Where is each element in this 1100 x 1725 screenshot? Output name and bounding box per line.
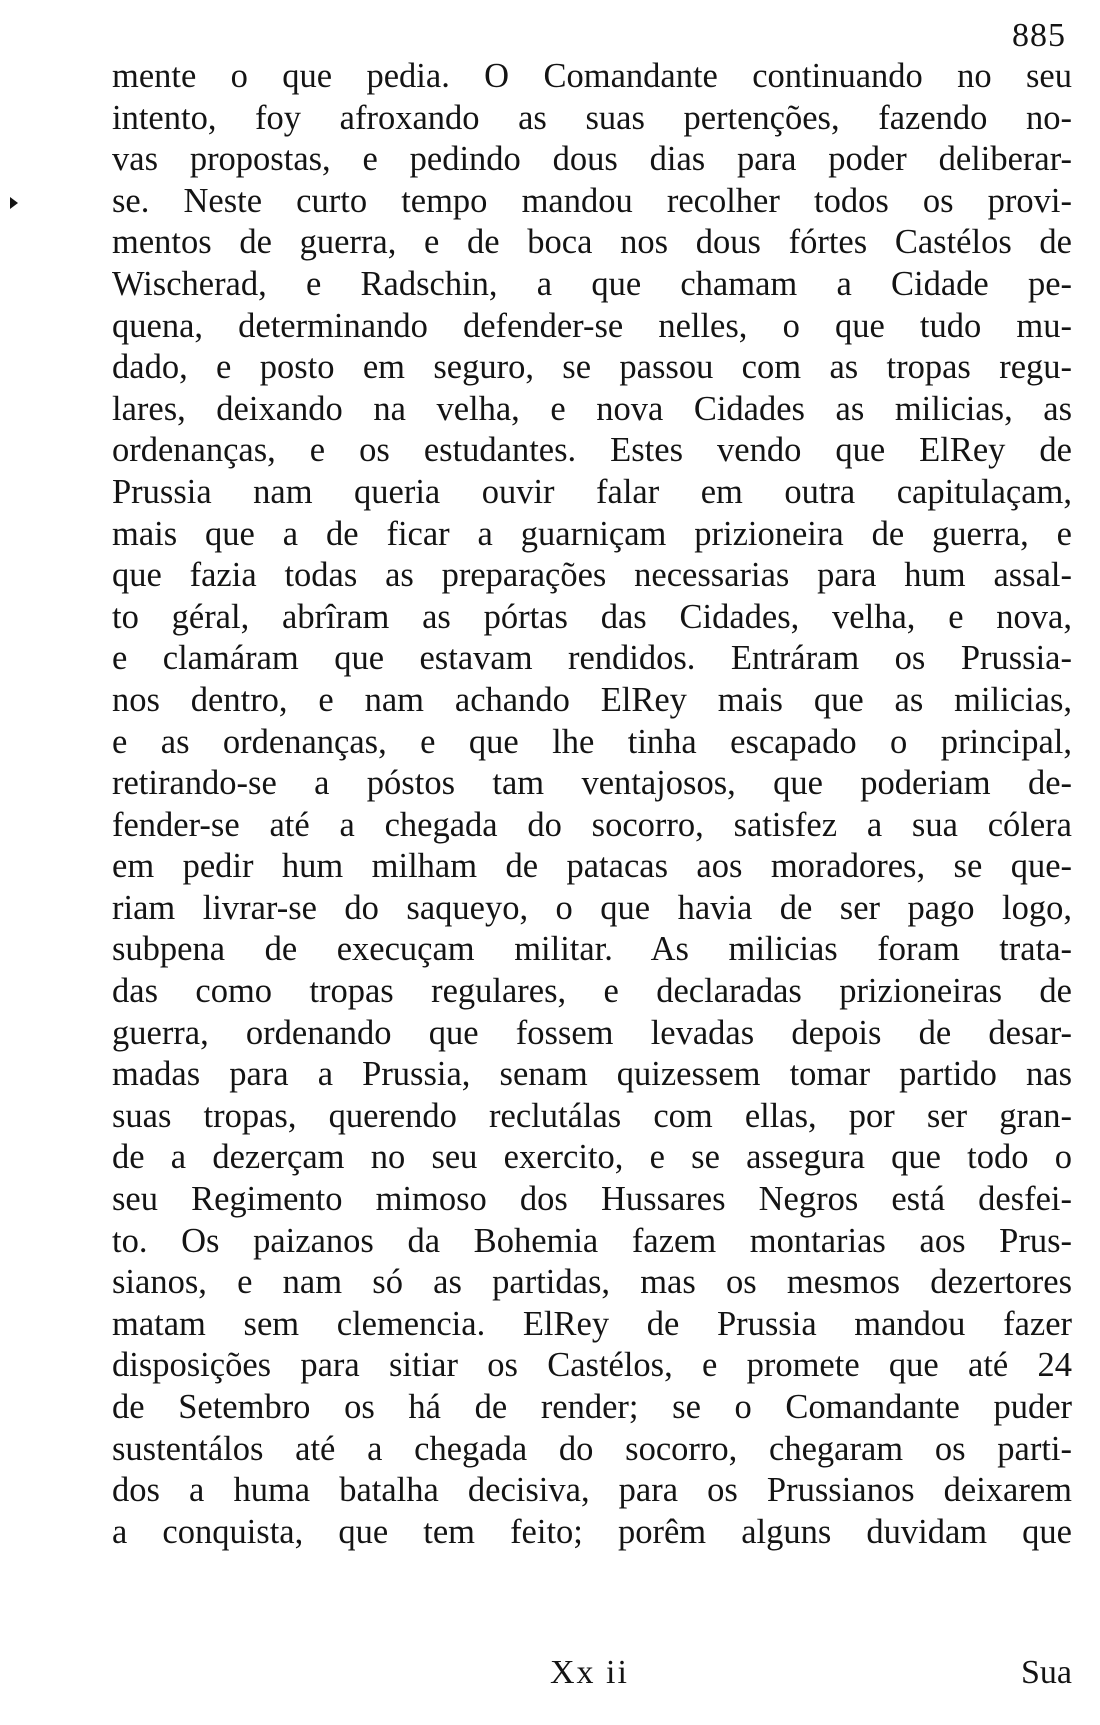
text-line: seu Regimento mimoso dos Hussares Negros está desfei-: [112, 1180, 1072, 1219]
text-line: mentos de guerra, e de boca nos dous fórtes Castélos de: [112, 223, 1072, 262]
text-line: quena, determinando defender-se nelles, o que tudo mu-: [112, 306, 1072, 345]
text-line: intento, foy afroxando as suas pertenções, fazendo no-: [112, 98, 1072, 137]
text-line: dos a huma batalha decisiva, para os Prussianos deixarem: [112, 1471, 1072, 1510]
text-line: sustentálos até a chegada do socorro, chegaram os parti-: [112, 1429, 1072, 1468]
text-line: a conquista, que tem feito; porêm alguns duvidam que: [112, 1512, 1072, 1551]
text-line: riam livrar-se do saqueyo, o que havia de ser pago logo,: [112, 888, 1072, 927]
text-line: to géral, abrîram as pórtas das Cidades, velha, e nova,: [112, 597, 1072, 636]
text-line: suas tropas, querendo reclutálas com ellas, por ser gran-: [112, 1096, 1072, 1135]
text-line: de a dezerçam no seu exercito, e se assegura que todo o: [112, 1138, 1072, 1177]
margin-mark-icon: [10, 197, 18, 209]
text-line: que fazia todas as preparações necessarias para hum assal-: [112, 556, 1072, 595]
text-line: vas propostas, e pedindo dous dias para poder deliberar-: [112, 140, 1072, 179]
text-line: to. Os paizanos da Bohemia fazem montarias aos Prus-: [112, 1221, 1072, 1260]
text-line: madas para a Prussia, senam quizessem tomar partido nas: [112, 1055, 1072, 1094]
text-line: Prussia nam queria ouvir falar em outra capitulaçam,: [112, 472, 1072, 511]
text-line: e clamáram que estavam rendidos. Entráram os Prussia-: [112, 639, 1072, 678]
text-line: ordenanças, e os estudantes. Estes vendo que ElRey de: [112, 431, 1072, 470]
text-line: nos dentro, e nam achando ElRey mais que as milicias,: [112, 680, 1072, 719]
text-line: fender-se até a chegada do socorro, satisfez a sua cólera: [112, 805, 1072, 844]
text-line: disposições para sitiar os Castélos, e promete que até 24: [112, 1346, 1072, 1385]
text-line: das como tropas regulares, e declaradas prizioneiras de: [112, 972, 1072, 1011]
text-line: lares, deixando na velha, e nova Cidades as milicias, as: [112, 389, 1072, 428]
text-line: subpena de execuçam militar. As milicias foram trata-: [112, 930, 1072, 969]
signature-mark: Xx ii: [550, 1654, 629, 1691]
catchword: Sua: [1021, 1654, 1072, 1691]
text-line: mais que a de ficar a guarniçam prizioneira de guerra, e: [112, 514, 1072, 553]
body-text: [112, 56, 1072, 1553]
text-line: se. Neste curto tempo mandou recolher todos os provi-: [112, 181, 1072, 220]
text-line: guerra, ordenando que fossem levadas depois de desar-: [112, 1013, 1072, 1052]
text-line: mente o que pedia. O Comandante continuando no seu: [112, 57, 1072, 95]
text-line: dado, e posto em seguro, se passou com as tropas regu-: [112, 348, 1072, 387]
page-footer: [112, 1651, 1072, 1695]
text-line: de Setembro os há de render; se o Comandante puder: [112, 1388, 1072, 1426]
text-line: em pedir hum milham de patacas aos moradores, se que-: [112, 847, 1072, 886]
text-line: sianos, e nam só as partidas, mas os mesmos dezertores: [112, 1263, 1072, 1302]
text-line: matam sem clemencia. ElRey de Prussia mandou fazer: [112, 1304, 1072, 1343]
text-line: retirando-se a póstos tam ventajosos, que poderiam de-: [112, 764, 1072, 803]
text-line: Wischerad, e Radschin, a que chamam a Cidade pe-: [112, 264, 1072, 303]
page-number: 885: [1012, 17, 1066, 54]
text-line: e as ordenanças, e que lhe tinha escapado o principal,: [112, 722, 1072, 761]
